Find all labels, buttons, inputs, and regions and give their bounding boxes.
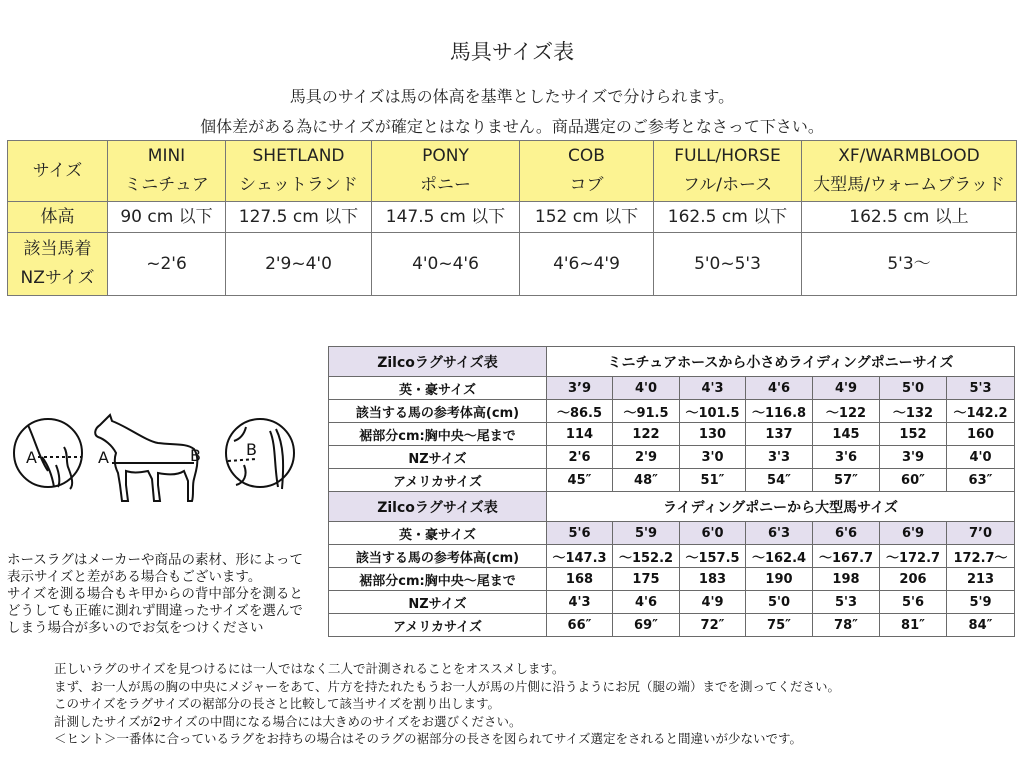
size-en: FULL/HORSE bbox=[674, 146, 781, 166]
row-label: 該当する馬の参考体高(cm) bbox=[329, 545, 547, 568]
row-label: 裾部分cm:胸中央～尾まで bbox=[329, 568, 547, 591]
height-cell: 162.5 cm 以上 bbox=[802, 202, 1017, 233]
table-cell: 5'0 bbox=[746, 591, 813, 614]
table-cell: 114 bbox=[547, 423, 613, 446]
table-cell: 5'9 bbox=[947, 591, 1015, 614]
point-a-label: A bbox=[26, 448, 37, 467]
table-cell: 51″ bbox=[680, 469, 746, 492]
zilco-rug-size-table bbox=[328, 346, 1015, 637]
table-cell: 160 bbox=[947, 423, 1015, 446]
table-cell: 213 bbox=[947, 568, 1015, 591]
table-cell: 152 bbox=[880, 423, 947, 446]
height-cell: 90 cm 以下 bbox=[108, 202, 226, 233]
row-label: 裾部分cm:胸中央～尾まで bbox=[329, 423, 547, 446]
intro-line: 馬具のサイズは馬の体高を基準としたサイズで分けられます。 bbox=[289, 87, 735, 106]
height-row bbox=[8, 202, 1017, 233]
table-cell: 81″ bbox=[880, 614, 947, 637]
section-header-row bbox=[329, 492, 1015, 522]
table-cell: 72″ bbox=[680, 614, 746, 637]
row-label: 該当する馬の参考体高(cm) bbox=[329, 400, 547, 423]
table-cell: ～172.7 bbox=[880, 545, 947, 568]
side-note-line: しまう場合が多いのでお気をつけください bbox=[7, 620, 264, 636]
height-cell: 127.5 cm 以下 bbox=[226, 202, 372, 233]
table-cell: ～162.4 bbox=[746, 545, 813, 568]
table-cell: 5'6 bbox=[880, 591, 947, 614]
tail-detail-lines bbox=[234, 427, 283, 489]
table-cell: ～132 bbox=[880, 400, 947, 423]
row-label-nz-line2: NZサイズ bbox=[20, 268, 95, 288]
section-range: ミニチュアホースから小さめライディングポニーサイズ bbox=[547, 347, 1015, 377]
table-cell: 3'3 bbox=[746, 446, 813, 469]
table-cell: ～86.5 bbox=[547, 400, 613, 423]
size-en: PONY bbox=[422, 146, 469, 166]
side-note-line: どうしても正確に測れず間違ったサイズを選んで bbox=[7, 603, 303, 619]
section-range: ライディングポニーから大型馬サイズ bbox=[547, 492, 1015, 522]
nz-size-row bbox=[329, 591, 1015, 614]
table-cell: 5'0 bbox=[880, 377, 947, 400]
size-col-mini bbox=[108, 141, 226, 202]
size-table bbox=[7, 140, 1017, 296]
side-note bbox=[7, 552, 327, 637]
row-label: アメリカサイズ bbox=[329, 614, 547, 637]
nz-cell: 2'9~4'0 bbox=[226, 233, 372, 296]
size-en: XF/WARMBLOOD bbox=[838, 146, 980, 166]
instruction-line: 正しいラグのサイズを見つけるには一人ではなく二人で計測されることをオススメします。 bbox=[54, 661, 565, 676]
row-label: NZサイズ bbox=[329, 591, 547, 614]
table-cell: 2'9 bbox=[613, 446, 680, 469]
nz-cell: 4'6~4'9 bbox=[520, 233, 654, 296]
table-cell: 4'3 bbox=[680, 377, 746, 400]
height-cell: 147.5 cm 以下 bbox=[372, 202, 520, 233]
table-cell: 78″ bbox=[813, 614, 880, 637]
us-size-row bbox=[329, 469, 1015, 492]
table-cell: ～101.5 bbox=[680, 400, 746, 423]
table-cell: 84″ bbox=[947, 614, 1015, 637]
table-cell: 5'3 bbox=[947, 377, 1015, 400]
table-cell: ～116.8 bbox=[746, 400, 813, 423]
table-cell: ～91.5 bbox=[613, 400, 680, 423]
point-a-label: A bbox=[98, 448, 109, 467]
row-label-nz bbox=[8, 233, 108, 296]
table-cell: 69″ bbox=[613, 614, 680, 637]
intro-line: 個体差がある為にサイズが確定とはなりません。商品選定のご参考となさって下さい。 bbox=[200, 117, 824, 136]
table-cell: 4'3 bbox=[547, 591, 613, 614]
instruction-line: 計測したサイズが2サイズの中間になる場合には大きめのサイズをお選びください。 bbox=[54, 713, 522, 729]
table-cell: 2'6 bbox=[547, 446, 613, 469]
table-cell: 54″ bbox=[746, 469, 813, 492]
size-ja: シェットランド bbox=[239, 175, 358, 195]
size-ja: フル/ホース bbox=[682, 175, 773, 195]
nz-size-row bbox=[329, 446, 1015, 469]
height-ref-row bbox=[329, 545, 1015, 568]
table-cell: 175 bbox=[613, 568, 680, 591]
table-cell: 60″ bbox=[880, 469, 947, 492]
table-cell: 63″ bbox=[947, 469, 1015, 492]
size-col-pony bbox=[372, 141, 520, 202]
table-cell: 206 bbox=[880, 568, 947, 591]
point-b-label: B bbox=[246, 440, 257, 459]
table-cell: 172.7～ bbox=[947, 545, 1015, 568]
us-size-row bbox=[329, 614, 1015, 637]
tail-measure-line bbox=[228, 459, 256, 461]
hem-length-row bbox=[329, 568, 1015, 591]
table-cell: ～152.2 bbox=[613, 545, 680, 568]
measurement-instructions bbox=[54, 660, 1014, 748]
table-cell: 4'0 bbox=[947, 446, 1015, 469]
table-cell: 66″ bbox=[547, 614, 613, 637]
side-note-line: サイズを測る場合もキ甲からの背中部分を測ると bbox=[7, 586, 303, 602]
table-cell: ～147.3 bbox=[547, 545, 613, 568]
table-cell: 5'9 bbox=[613, 522, 680, 545]
page-title: 馬具サイズ表 bbox=[449, 40, 575, 64]
table-cell: ～157.5 bbox=[680, 545, 746, 568]
au-size-row bbox=[329, 522, 1015, 545]
nz-cell: 4'0~4'6 bbox=[372, 233, 520, 296]
instruction-line: ＜ヒント＞一番体に合っているラグをお持ちの場合はそのラグの裾部分の長さを図られてサイズ選定をされると間違いが少ないです。 bbox=[54, 731, 803, 747]
horse-icon bbox=[95, 415, 197, 501]
table-cell: 5'3 bbox=[813, 591, 880, 614]
nz-cell: ~2'6 bbox=[108, 233, 226, 296]
table-cell: 168 bbox=[547, 568, 613, 591]
row-label-size: サイズ bbox=[8, 141, 108, 202]
row-label-height: 体高 bbox=[8, 202, 108, 233]
size-ja: 大型馬/ウォームブラッド bbox=[813, 175, 1005, 195]
table-cell: ～122 bbox=[813, 400, 880, 423]
table-cell: 130 bbox=[680, 423, 746, 446]
table-cell: 3'9 bbox=[880, 446, 947, 469]
size-en: COB bbox=[568, 146, 605, 166]
table-cell: 4'0 bbox=[613, 377, 680, 400]
size-en: SHETLAND bbox=[252, 146, 345, 166]
row-label: NZサイズ bbox=[329, 446, 547, 469]
instruction-line: このサイズをラグサイズの裾部分の長さと比較して該当サイズを割り出します。 bbox=[54, 696, 501, 712]
nz-cell: 5'0~5'3 bbox=[654, 233, 802, 296]
size-row bbox=[8, 141, 1017, 202]
table-cell: 6'9 bbox=[880, 522, 947, 545]
table-cell: 57″ bbox=[813, 469, 880, 492]
table-cell: 48″ bbox=[613, 469, 680, 492]
size-col-shetland bbox=[226, 141, 372, 202]
table-cell: 4'6 bbox=[746, 377, 813, 400]
section-title: Zilcoラグサイズ表 bbox=[329, 492, 547, 522]
section-title: Zilcoラグサイズ表 bbox=[329, 347, 547, 377]
table-cell: 4'9 bbox=[813, 377, 880, 400]
table-cell: 45″ bbox=[547, 469, 613, 492]
table-cell: 4'6 bbox=[613, 591, 680, 614]
height-cell: 162.5 cm 以下 bbox=[654, 202, 802, 233]
table-cell: 198 bbox=[813, 568, 880, 591]
size-en: MINI bbox=[147, 146, 186, 166]
table-cell: 137 bbox=[746, 423, 813, 446]
table-cell: 4'9 bbox=[680, 591, 746, 614]
size-ja: ミニチュア bbox=[124, 175, 209, 195]
size-col-cob bbox=[520, 141, 654, 202]
au-size-row bbox=[329, 377, 1015, 400]
table-cell: 3’9 bbox=[547, 377, 613, 400]
height-ref-row bbox=[329, 400, 1015, 423]
row-label: アメリカサイズ bbox=[329, 469, 547, 492]
instruction-line: まず、お一人が馬の胸の中央にメジャーをあて、片方を持たれたもうお一人が馬の片側に沿うようにお尻（腿の端）までを測ってください。 bbox=[54, 678, 841, 694]
side-note-line: 表示サイズと差がある場合もございます。 bbox=[7, 569, 262, 585]
table-cell: ～142.2 bbox=[947, 400, 1015, 423]
table-cell: 3'0 bbox=[680, 446, 746, 469]
section-header-row bbox=[329, 347, 1015, 377]
row-label: 英・豪サイズ bbox=[329, 522, 547, 545]
table-cell: 75″ bbox=[746, 614, 813, 637]
table-cell: 5'6 bbox=[547, 522, 613, 545]
size-col-full bbox=[654, 141, 802, 202]
table-cell: 183 bbox=[680, 568, 746, 591]
nz-cell: 5'3～ bbox=[802, 233, 1017, 296]
row-label: 英・豪サイズ bbox=[329, 377, 547, 400]
horse-measurement-illustration bbox=[8, 405, 318, 505]
height-cell: 152 cm 以下 bbox=[520, 202, 654, 233]
size-ja: コブ bbox=[569, 175, 604, 195]
table-cell: 7’0 bbox=[947, 522, 1015, 545]
table-cell: 3'6 bbox=[813, 446, 880, 469]
table-cell: 6'0 bbox=[680, 522, 746, 545]
table-cell: ～167.7 bbox=[813, 545, 880, 568]
table-cell: 6'3 bbox=[746, 522, 813, 545]
table-cell: 145 bbox=[813, 423, 880, 446]
size-ja: ポニー bbox=[420, 175, 471, 195]
side-note-line: ホースラグはメーカーや商品の素材、形によって bbox=[7, 552, 304, 568]
table-cell: 190 bbox=[746, 568, 813, 591]
row-label-nz-line1: 該当馬着 bbox=[23, 239, 92, 259]
size-col-xf bbox=[802, 141, 1017, 202]
table-cell: 122 bbox=[613, 423, 680, 446]
point-b-label: B bbox=[190, 446, 201, 465]
table-cell: 6'6 bbox=[813, 522, 880, 545]
nz-row bbox=[8, 233, 1017, 296]
hem-length-row bbox=[329, 423, 1015, 446]
